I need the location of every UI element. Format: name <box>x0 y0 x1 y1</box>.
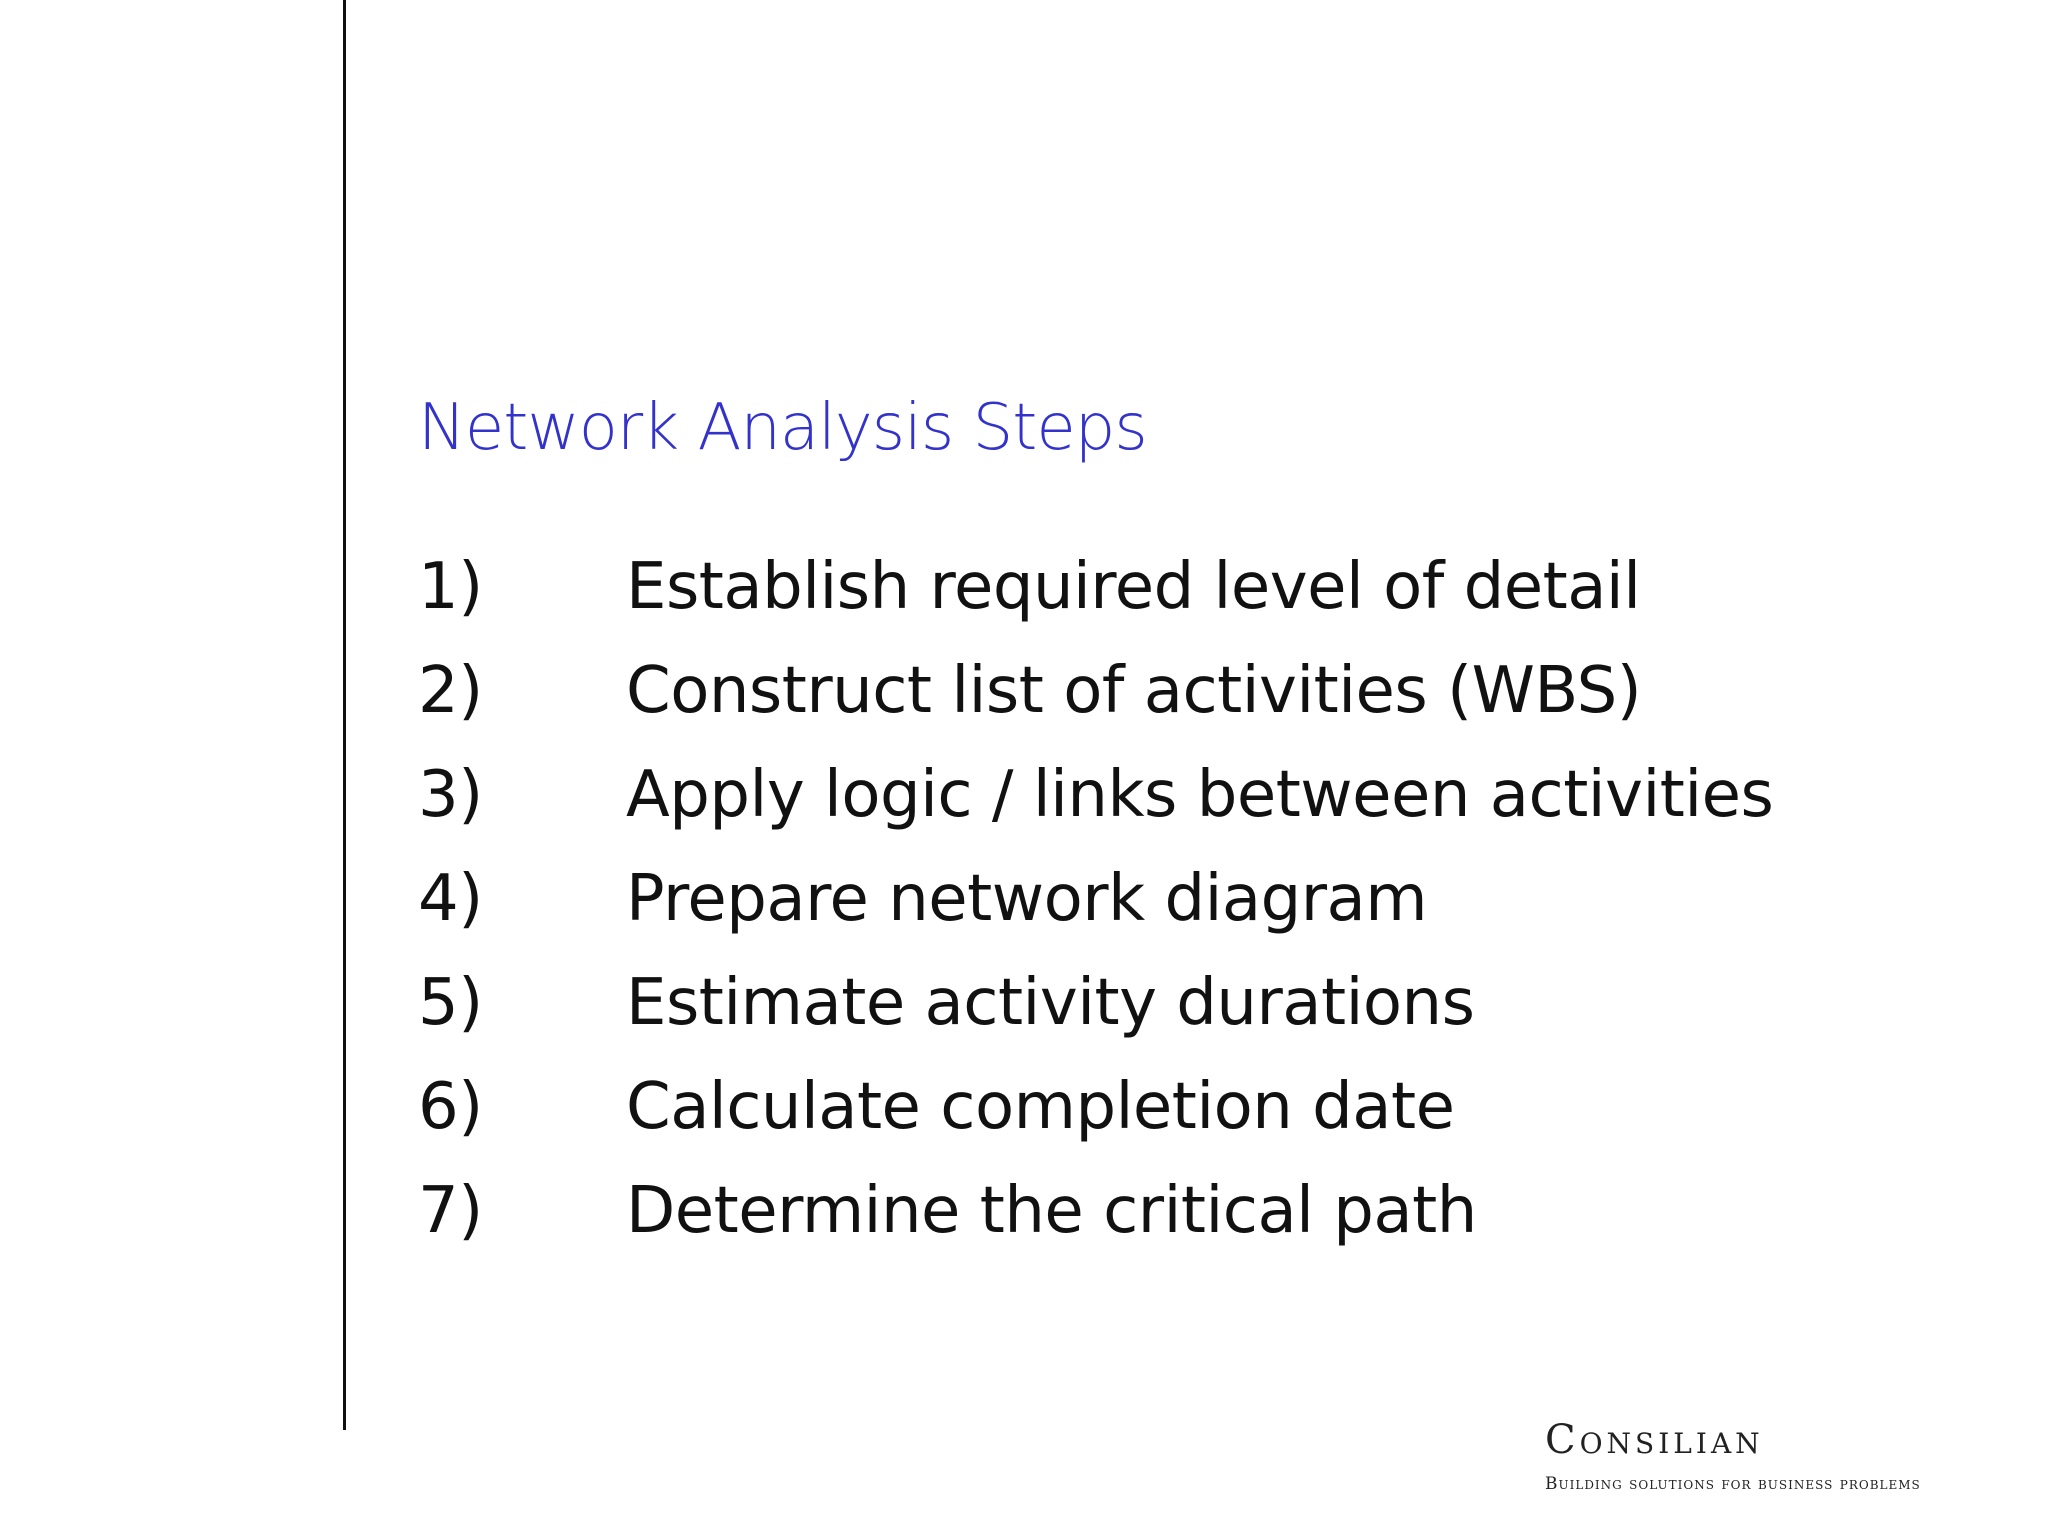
logo-name: Consilian <box>1545 1417 1764 1463</box>
step-text: Calculate completion date <box>626 1070 1455 1144</box>
step-number: 1) <box>418 550 483 624</box>
company-logo <box>1545 1416 1985 1494</box>
steps-list <box>418 535 1773 1263</box>
step-text: Establish required level of detail <box>626 550 1641 624</box>
slide-title: Network Analysis Steps <box>418 391 1147 465</box>
list-item <box>418 639 1773 743</box>
step-number: 2) <box>418 654 483 728</box>
list-item <box>418 743 1773 847</box>
list-item <box>418 847 1773 951</box>
step-text: Estimate activity durations <box>626 966 1475 1040</box>
list-item <box>418 951 1773 1055</box>
step-text: Apply logic / links between activities <box>626 758 1774 832</box>
step-number: 7) <box>418 1174 483 1248</box>
step-number: 3) <box>418 758 483 832</box>
list-item <box>418 1055 1773 1159</box>
list-item <box>418 535 1773 639</box>
logo-tagline: Building solutions for business problems <box>1545 1474 1921 1494</box>
list-item <box>418 1159 1773 1263</box>
step-text: Determine the critical path <box>626 1174 1477 1248</box>
step-number: 6) <box>418 1070 483 1144</box>
step-number: 4) <box>418 862 483 936</box>
left-vertical-rule <box>343 0 346 1430</box>
step-text: Construct list of activities (WBS) <box>626 654 1642 728</box>
step-text: Prepare network diagram <box>626 862 1428 936</box>
step-number: 5) <box>418 966 483 1040</box>
